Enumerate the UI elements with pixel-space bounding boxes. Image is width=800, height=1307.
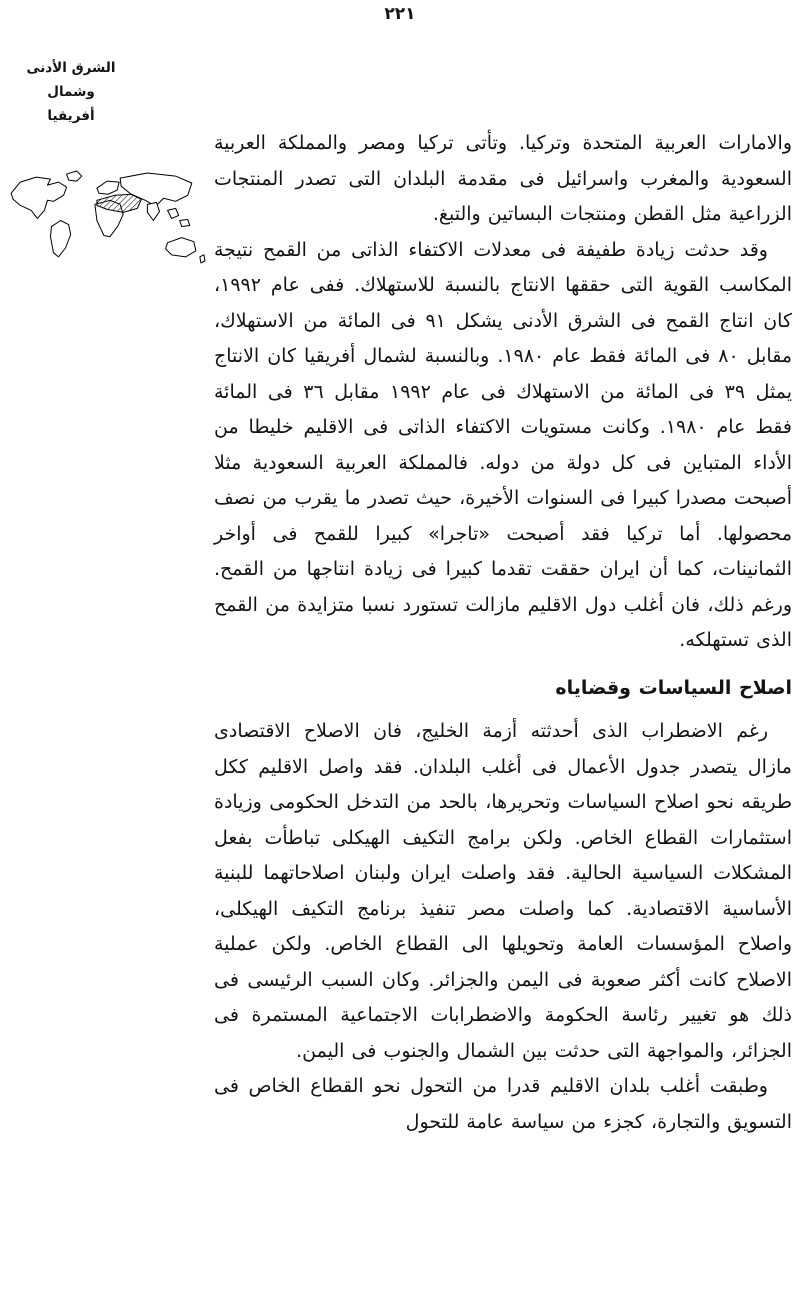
paragraph-policy-reform: رغم الاضطراب الذى أحدثته أزمة الخليج، فان الاصلاح الاقتصادى مازال يتصدر جدول الأعمال فى أغلب البلدان. فقد واصل الاقليم ككل طريقه نحو اصلاح السياسات وتحريرها، بالحد من التدخل الحكومى وزيادة استثمارات القطاع الخاص. ولكن برامج التكيف الهيكلى تباطأت بفعل المشكلات السياسية الحالية. فقد واصلت ايران ولبنان اصلاحاتهما للبنية الأساسية الاقتصادية. كما واصلت مصر تنفيذ برنامج التكيف الهيكلى، واصلاح المؤسسات العامة وتحويلها الى القطاع الخاص. ولكن عملية الاصلاح كانت أكثر صعوبة فى اليمن والجزائر. وكان السبب الرئيسى فى ذلك هو تغيير رئاسة الحكومة والاضطرابات الاجتماعية المستمرة فى الجزائر، والمواجهة التى حدثت بين الشمال والجنوب فى اليمن. <box>214 720 792 1062</box>
region-label-line2: أفريقيا <box>47 108 95 124</box>
paragraph-intro-continued: والامارات العربية المتحدة وتركيا. وتأتى تركيا ومصر والمملكة العربية السعودية والمغرب واسرائيل فى مقدمة البلدان التى تصدر المنتجات الزراعية مثل القطن ومنتجات البساتين والتبغ. <box>214 132 792 225</box>
margin-label-block <box>6 56 208 274</box>
section-heading: اصلاح السياسات وقضاياه <box>555 676 792 699</box>
paragraph-wheat-self-sufficiency: وقد حدثت زيادة طفيفة فى معدلات الاكتفاء الذاتى من القمح نتيجة المكاسب القوية التى حققها الانتاج بالنسبة للاستهلاك. ففى عام ١٩٩٢، كان انتاج القمح فى الشرق الأدنى يشكل ٩١ فى المائة من الاستهلاك، مقابل ٨٠ فى المائة فقط عام ١٩٨٠. وبالنسبة لشمال أفريقيا كان الانتاج يمثل ٣٩ فى المائة من الاستهلاك فى عام ١٩٩٢ مقابل ٣٦ فى المائة فقط عام ١٩٨٠. وكانت مستويات الاكتفاء الذاتى فى الاقليم خليطا من الأداء المتباين فى كل دولة من دوله. فالمملكة العربية السعودية مثلا أصبحت مصدرا كبيرا فى السنوات الأخيرة، حيث تصدر ما يقرب من نصف محصولها. أما تركيا فقد أصبحت «تاجرا» كبيرا للقمح فى أواخر الثمانينات، كما أن ايران حققت تقدما كبيرا فى زيادة انتاجها من القمح. ورغم ذلك، فان أغلب دول الاقليم مازالت تستورد نسبا متزايدة من القمح الذى تستهلكه. <box>214 238 793 651</box>
page-number: ٢٢١ <box>384 4 416 24</box>
paragraph-privatization: وطبقت أغلب بلدان الاقليم قدرا من التحول نحو القطاع الخاص فى التسويق والتجارة، كجزء من سياسة عامة للتحول <box>214 1075 792 1133</box>
world-map-icon <box>6 168 208 274</box>
region-label-line1: الشرق الأدنى وشمال <box>26 60 116 100</box>
body-text <box>214 126 792 1140</box>
region-label <box>6 56 136 128</box>
